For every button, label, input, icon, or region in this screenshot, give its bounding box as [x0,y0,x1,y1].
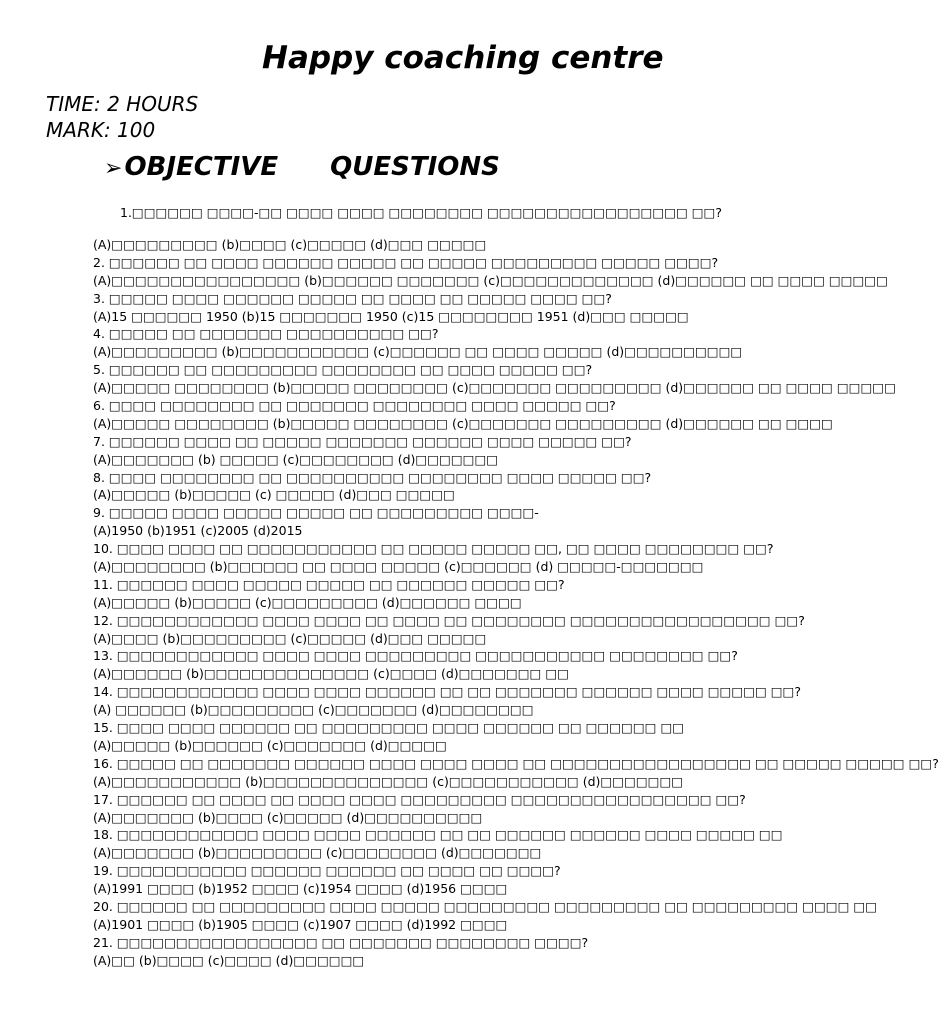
question-line: 11. □□□□□□ □□□□ □□□□□ □□□□□ □□ □□□□□□ □□□□□ □□? [93,576,565,592]
question-line: (A)□□□□□ □□□□□□□□ (b)□□□□□ □□□□□□□□ (c)□□□□□□□ □□□□□□□□□ (d)□□□□□□ □□ □□□□ [93,415,833,431]
question-line: 3. □□□□□ □□□□ □□□□□□ □□□□□ □□ □□□□ □□ □□□□□ □□□□ □□? [93,290,612,306]
question-line: (A)1991 □□□□ (b)1952 □□□□ (c)1954 □□□□ (d)1956 □□□□ [93,881,508,897]
question-line: (A)□□□□□□□□□ (b)□□□□ (c)□□□□□ (d)□□□ □□□□□ [93,237,487,252]
question-line: 16. □□□□□ □□ □□□□□□□ □□□□□□ □□□□ □□□□ □□□□ □□ □□□□□□□□□□□□□□□□□ □□ □□□□□ □□□□□ □□? [93,755,939,771]
question-line: (A)□□□□□ (b)□□□□□ (c) □□□□□ (d)□□□ □□□□□ [93,487,455,503]
question-line: (A)□□□□□ □□□□□□□□ (b)□□□□□ □□□□□□□□ (c)□□□□□□□ □□□□□□□□□ (d)□□□□□□ □□ □□□□ □□□□□ [93,380,896,396]
question-line: 20. □□□□□□ □□ □□□□□□□□□ □□□□ □□□□□ □□□□□□□□□ □□□□□□□□□ □□ □□□□□□□□□ □□□□ □□ [93,898,878,914]
question-line: (A)□□□□□ (b)□□□□□ (c)□□□□□□□□□ (d)□□□□□□ □□□□ [93,594,522,610]
question-line: 17. □□□□□□ □□ □□□□ □□ □□□□ □□□□ □□□□□□□□□ □□□□□□□□□□□□□□□□□ □□? [93,791,746,807]
question-1: 1.□□□□□□ □□□□-□□ □□□□ □□□□ □□□□□□□□ □□□□□□□□□□□□□□□□□ □□? [120,205,722,220]
question-line: (A)□□□□□ (b)□□□□□□ (c)□□□□□□□ (d)□□□□□ [93,737,447,753]
question-line: (A)1950 (b)1951 (c)2005 (d)2015 [93,523,303,539]
question-line: 2. □□□□□□ □□ □□□□ □□□□□□ □□□□□ □□ □□□□□ □□□□□□□□□ □□□□□ □□□□? [93,254,719,270]
section-heading-word-1: OBJECTIVE [124,152,279,182]
question-line: 19. □□□□□□□□□□□ □□□□□□ □□□□□□ □□ □□□□ □□ □□□□? [93,863,561,879]
section-heading [104,152,500,182]
question-line: 14. □□□□□□□□□□□□ □□□□ □□□□ □□□□□□ □□ □□ □□□□□□□ □□□□□□ □□□□ □□□□□ □□? [93,684,801,700]
question-line: 7. □□□□□□ □□□□ □□ □□□□□ □□□□□□□ □□□□□□ □□□□ □□□□□ □□? [93,433,632,449]
question-line: (A)□□□□□□□ (b)□□□□ (c)□□□□□ (d)□□□□□□□□□□ [93,809,483,825]
question-line: (A)□□□□□□□□ (b)□□□□□□ □□ □□□□ □□□□□ (c)□□□□□□ (d) □□□□□-□□□□□□□ [93,559,704,575]
question-line: 13. □□□□□□□□□□□□ □□□□ □□□□ □□□□□□□□□ □□□□□□□□□□□ □□□□□□□□ □□? [93,648,738,664]
question-line: (A)□□□□□□□□□ (b)□□□□□□□□□□□ (c)□□□□□□ □□ □□□□ □□□□□ (d)□□□□□□□□□□ [93,344,743,360]
exam-marks: MARK: 100 [46,118,156,142]
question-line: (A)□□□□□□□ (b)□□□□□□□□□ (c)□□□□□□□□ (d)□□□□□□□ [93,845,542,861]
page-title: Happy coaching centre [262,40,664,76]
arrow-bullet-icon: ➢ [104,156,123,181]
question-line: 21. □□□□□□□□□□□□□□□□□ □□ □□□□□□□ □□□□□□□□ □□□□? [93,934,589,950]
question-line: (A)□□□□ (b)□□□□□□□□□ (c)□□□□□ (d)□□□ □□□□□ [93,630,487,646]
question-line: 8. □□□□ □□□□□□□□ □□ □□□□□□□□□□ □□□□□□□□ □□□□ □□□□□ □□? [93,469,652,485]
question-line: 4. □□□□□ □□ □□□□□□□ □□□□□□□□□□ □□? [93,326,439,342]
exam-time: TIME: 2 HOURS [46,92,199,116]
question-list [93,236,939,970]
question-line: (A) □□□□□□ (b)□□□□□□□□□ (c)□□□□□□□ (d)□□□□□□□□ [93,702,534,718]
question-line: 15. □□□□ □□□□ □□□□□□ □□ □□□□□□□□□ □□□□ □□□□□□ □□ □□□□□□ □□ [93,720,685,736]
question-line: (A)□□ (b)□□□□ (c)□□□□ (d)□□□□□□ [93,952,365,968]
section-heading-word-2: QUESTIONS [330,152,500,182]
question-line: 10. □□□□ □□□□ □□ □□□□□□□□□□□ □□ □□□□□ □□□□□ □□, □□ □□□□ □□□□□□□□ □□? [93,541,774,557]
question-line: 18. □□□□□□□□□□□□ □□□□ □□□□ □□□□□□ □□ □□ □□□□□□ □□□□□□ □□□□ □□□□□ □□ [93,827,783,843]
question-line: (A)15 □□□□□□ 1950 (b)15 □□□□□□□ 1950 (c)15 □□□□□□□□ 1951 (d)□□□ □□□□□ [93,308,689,324]
question-line: 5. □□□□□□ □□ □□□□□□□□□ □□□□□□□□ □□ □□□□ □□□□□ □□? [93,362,593,378]
question-line: 12. □□□□□□□□□□□□ □□□□ □□□□ □□ □□□□ □□ □□□□□□□□ □□□□□□□□□□□□□□□□□ □□? [93,612,805,628]
question-line: (A)□□□□□□□□□□□□□□□□ (b)□□□□□□ □□□□□□□ (c)□□□□□□□□□□□□□ (d)□□□□□□ □□ □□□□ □□□□□ [93,272,888,288]
question-line: (A)□□□□□□□□□□□ (b)□□□□□□□□□□□□□□ (c)□□□□□□□□□□□ (d)□□□□□□□ [93,773,684,789]
question-line: (A)1901 □□□□ (b)1905 □□□□ (c)1907 □□□□ (d)1992 □□□□ [93,916,508,932]
question-line: 9. □□□□□ □□□□ □□□□□ □□□□□ □□ □□□□□□□□□ □□□□- [93,505,539,521]
question-line: (A)□□□□□□□ (b) □□□□□ (c)□□□□□□□□ (d)□□□□□□□ [93,451,499,467]
question-line: (A)□□□□□□ (b)□□□□□□□□□□□□□□ (c)□□□□ (d)□□□□□□□ □□ [93,666,569,682]
question-line: 6. □□□□ □□□□□□□□ □□ □□□□□□□ □□□□□□□□ □□□□ □□□□□ □□? [93,398,616,414]
